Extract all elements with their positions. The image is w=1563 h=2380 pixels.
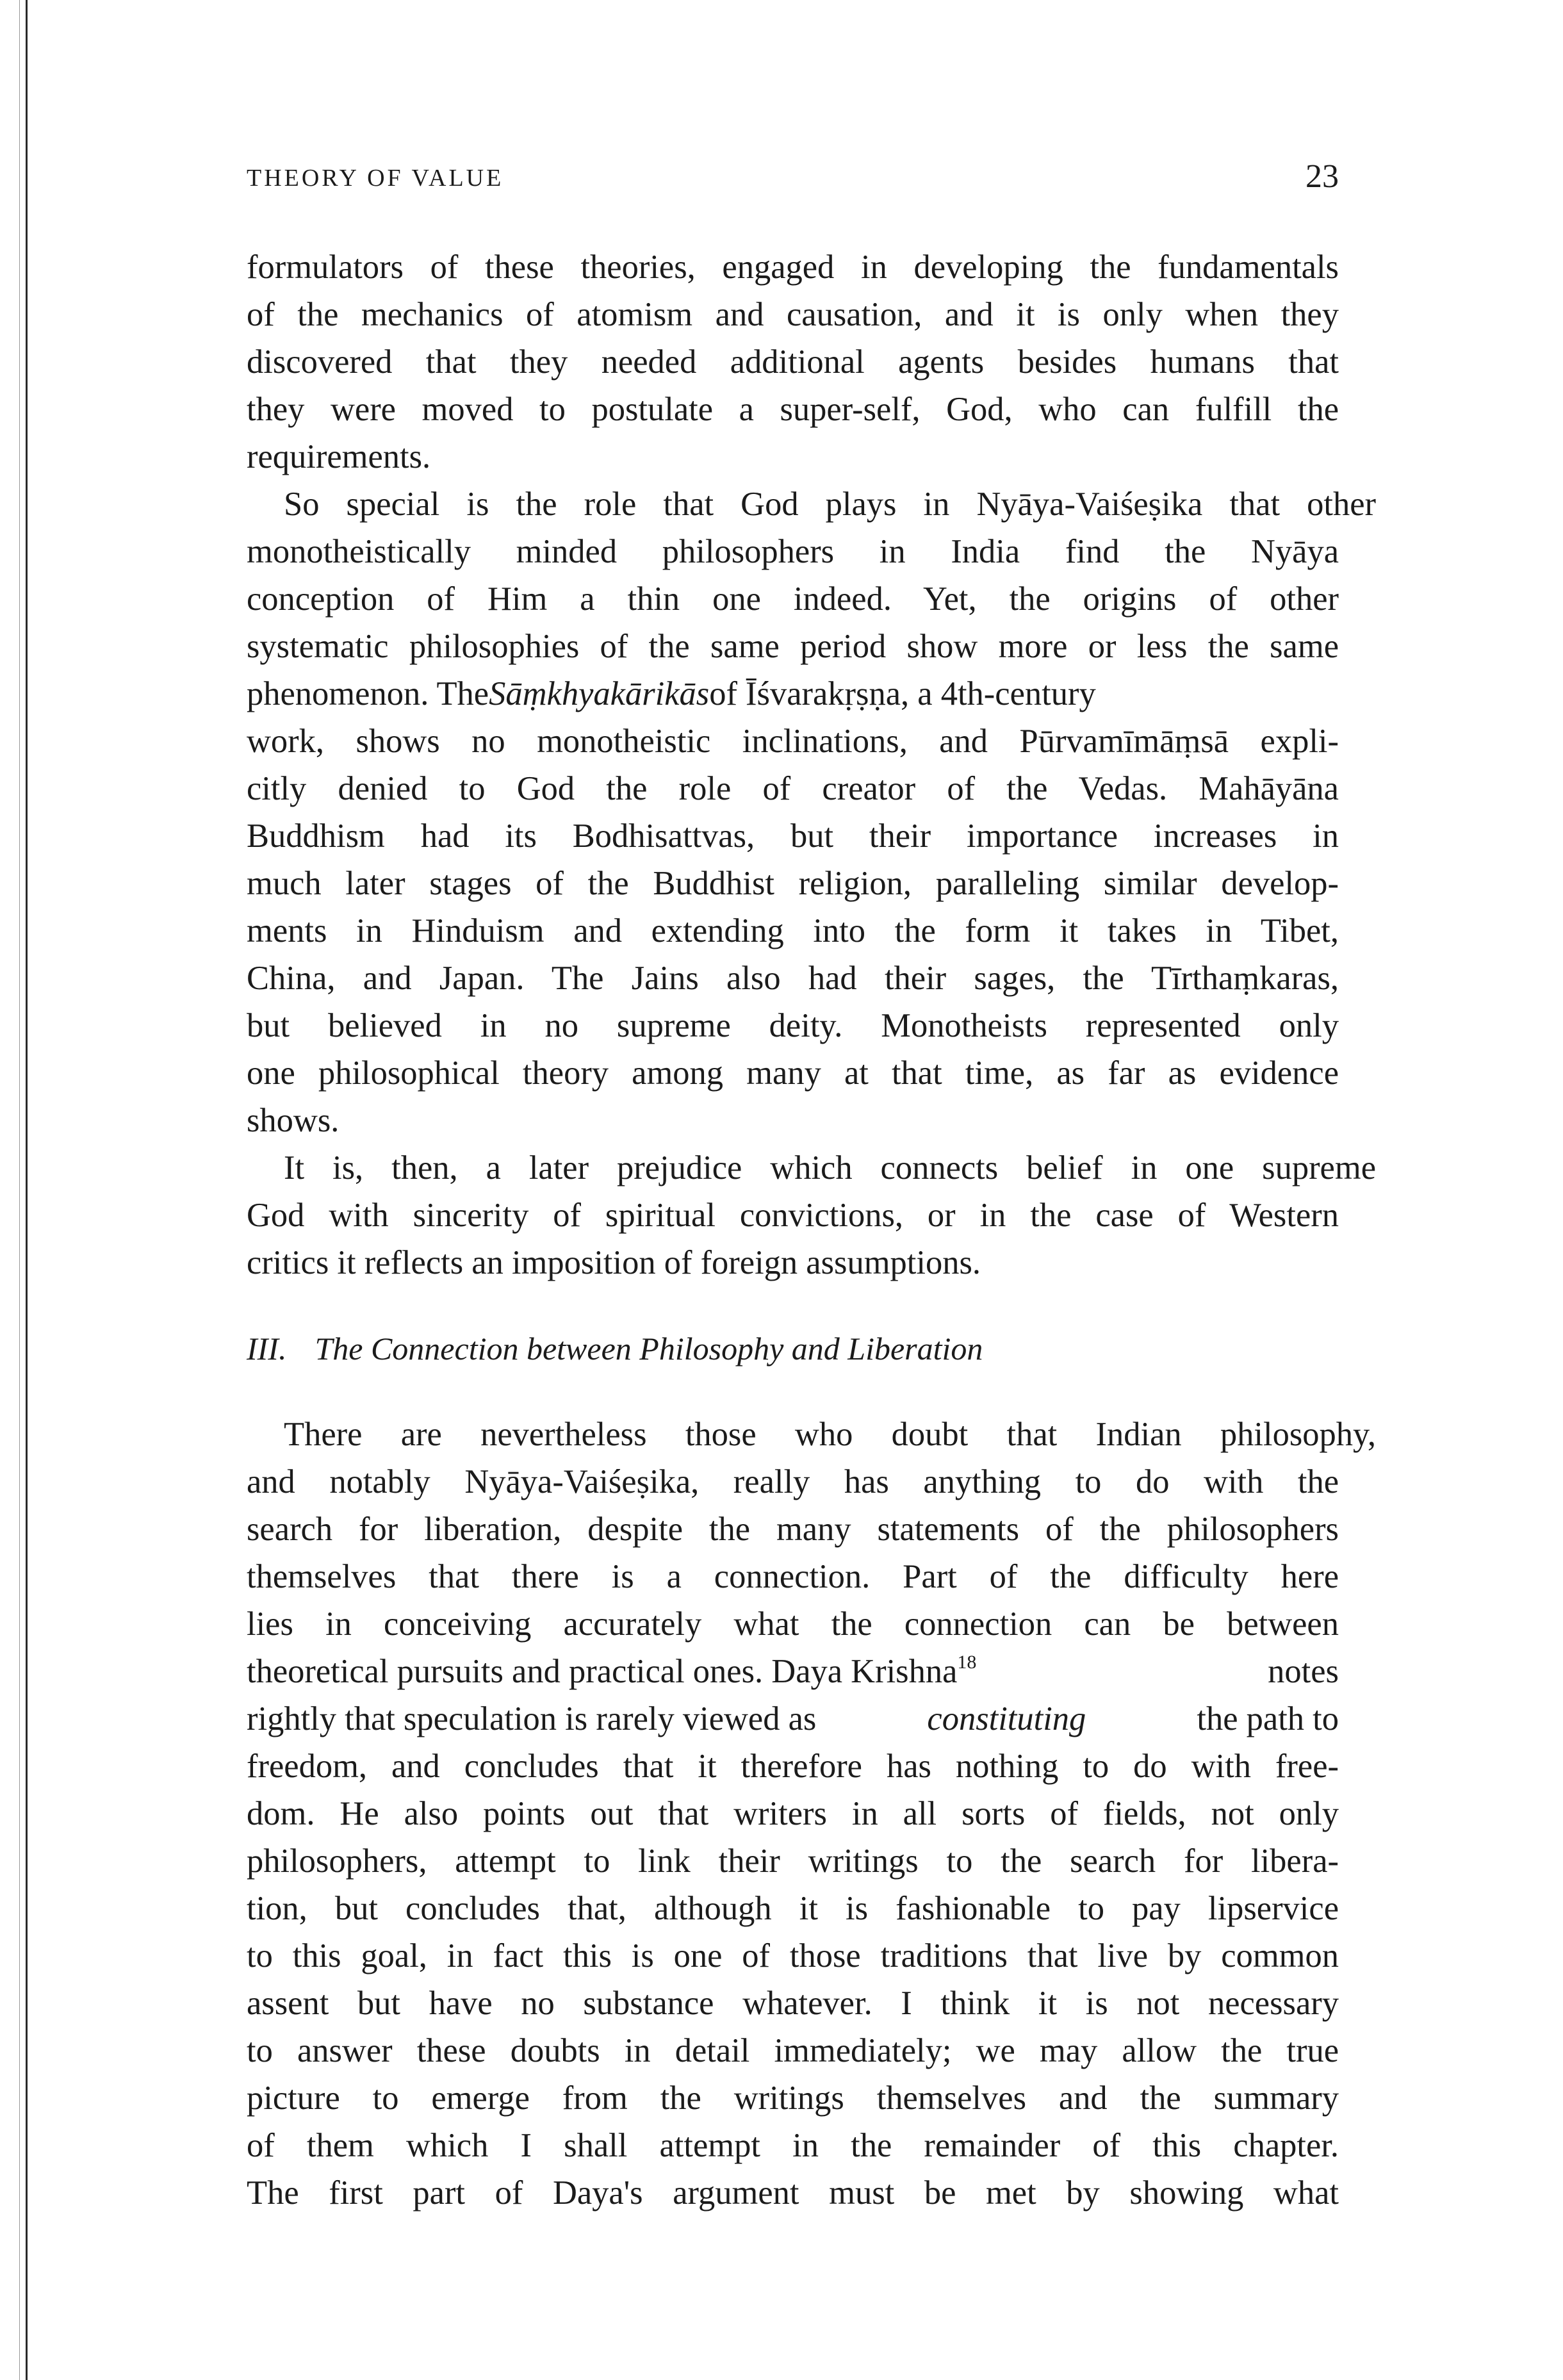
text-line: work, shows no monotheistic inclinations, and Pūrvamīmāṃsā expli-: [247, 723, 1339, 760]
text-line: of them which I shall attempt in the remainder of this chapter.: [247, 2127, 1339, 2164]
spacer: [247, 1372, 1339, 1411]
text-line: one philosophical theory among many at that time, as far as evidence: [247, 1055, 1339, 1092]
section-number: III.: [247, 1331, 287, 1366]
text-line: they were moved to postulate a super-self, God, who can fulfill the: [247, 391, 1339, 428]
text-line: tion, but concludes that, although it is fashionable to pay lipservice: [247, 1890, 1339, 1927]
text-line: There are nevertheless those who doubt that Indian philosophy,: [284, 1416, 1376, 1453]
text-line: and notably Nyāya-Vaiśeṣika, really has anything to do with the: [247, 1463, 1339, 1500]
italic-title: Sāṃkhyakārikās: [489, 675, 710, 712]
text-line: shows.: [247, 1102, 340, 1139]
text-line-with-footnote: [247, 1648, 1339, 1695]
text-line: systematic philosophies of the same period show more or less the same: [247, 628, 1339, 665]
text-line: of the mechanics of atomism and causation, and it is only when they: [247, 296, 1339, 333]
italic-word: constituting: [927, 1700, 1086, 1737]
text-fragment: of Īśvarakṛṣṇa, a 4th-century: [709, 675, 1096, 712]
text-line: to answer these doubts in detail immediately; we may allow the true: [247, 2032, 1339, 2069]
text-line: formulators of these theories, engaged in developing the fundamentals: [247, 249, 1339, 286]
text-line: critics it reflects an imposition of foreign assumptions.: [247, 1244, 981, 1281]
text-line: dom. He also points out that writers in all sorts of fields, not only: [247, 1795, 1339, 1832]
page-number: 23: [1305, 158, 1339, 195]
text-line: assent but have no substance whatever. I think it is not necessary: [247, 1985, 1339, 2022]
text-line: Buddhism had its Bodhisattvas, but their importance increases in: [247, 817, 1339, 855]
text-line: to this goal, in fact this is one of those traditions that live by common: [247, 1937, 1339, 1974]
text-fragment: the path to: [1197, 1700, 1339, 1737]
spacer: [247, 1286, 1339, 1325]
section-title: The Connection between Philosophy and Liberation: [315, 1331, 983, 1366]
text-line-with-italic: [247, 1695, 1339, 1743]
section-heading: [247, 1325, 1339, 1372]
scan-binding-edge-faint: [19, 0, 20, 2380]
text-line: search for liberation, despite the many statements of the philosophers: [247, 1511, 1339, 1548]
footnote-reference[interactable]: 18: [957, 1652, 977, 1673]
text-fragment: phenomenon. The: [247, 675, 489, 712]
text-line: The first part of Daya's argument must be met by showing what: [247, 2174, 1339, 2212]
text-line: citly denied to God the role of creator of the Vedas. Mahāyāna: [247, 770, 1339, 807]
text-line: God with sincerity of spiritual convictions, or in the case of Western: [247, 1197, 1339, 1234]
scan-binding-edge: [26, 0, 28, 2380]
text-line-with-italic: [247, 670, 1339, 718]
text-line: much later stages of the Buddhist religion, paralleling similar develop-: [247, 865, 1339, 902]
text-line: lies in conceiving accurately what the connection can be between: [247, 1605, 1339, 1643]
text-line: It is, then, a later prejudice which connects belief in one supreme: [284, 1149, 1376, 1186]
text-fragment: notes: [1268, 1653, 1339, 1690]
text-line: conception of Him a thin one indeed. Yet, the origins of other: [247, 580, 1339, 618]
text-line: monotheistically minded philosophers in India find the Nyāya: [247, 533, 1339, 570]
text-line: philosophers, attempt to link their writings to the search for libera-: [247, 1842, 1339, 1880]
running-title: THEORY OF VALUE: [247, 165, 504, 192]
text-line: themselves that there is a connection. Part of the difficulty here: [247, 1558, 1339, 1595]
text-line: discovered that they needed additional agents besides humans that: [247, 343, 1339, 381]
text-fragment: rightly that speculation is rarely viewed as: [247, 1700, 817, 1737]
running-header: [247, 158, 1339, 202]
text-line: freedom, and concludes that it therefore has nothing to do with free-: [247, 1748, 1339, 1785]
text-line: requirements.: [247, 438, 431, 475]
body-text: [247, 243, 1376, 2217]
text-line: picture to emerge from the writings themselves and the summary: [247, 2080, 1339, 2117]
text-line: ments in Hinduism and extending into the form it takes in Tibet,: [247, 912, 1339, 949]
text-line: China, and Japan. The Jains also had their sages, the Tīrthaṃkaras,: [247, 960, 1339, 997]
text-fragment: theoretical pursuits and practical ones. Daya Krishna: [247, 1653, 958, 1690]
text-line: but believed in no supreme deity. Monotheists represented only: [247, 1007, 1339, 1044]
text-line: So special is the role that God plays in Nyāya-Vaiśeṣika that other: [284, 486, 1376, 523]
